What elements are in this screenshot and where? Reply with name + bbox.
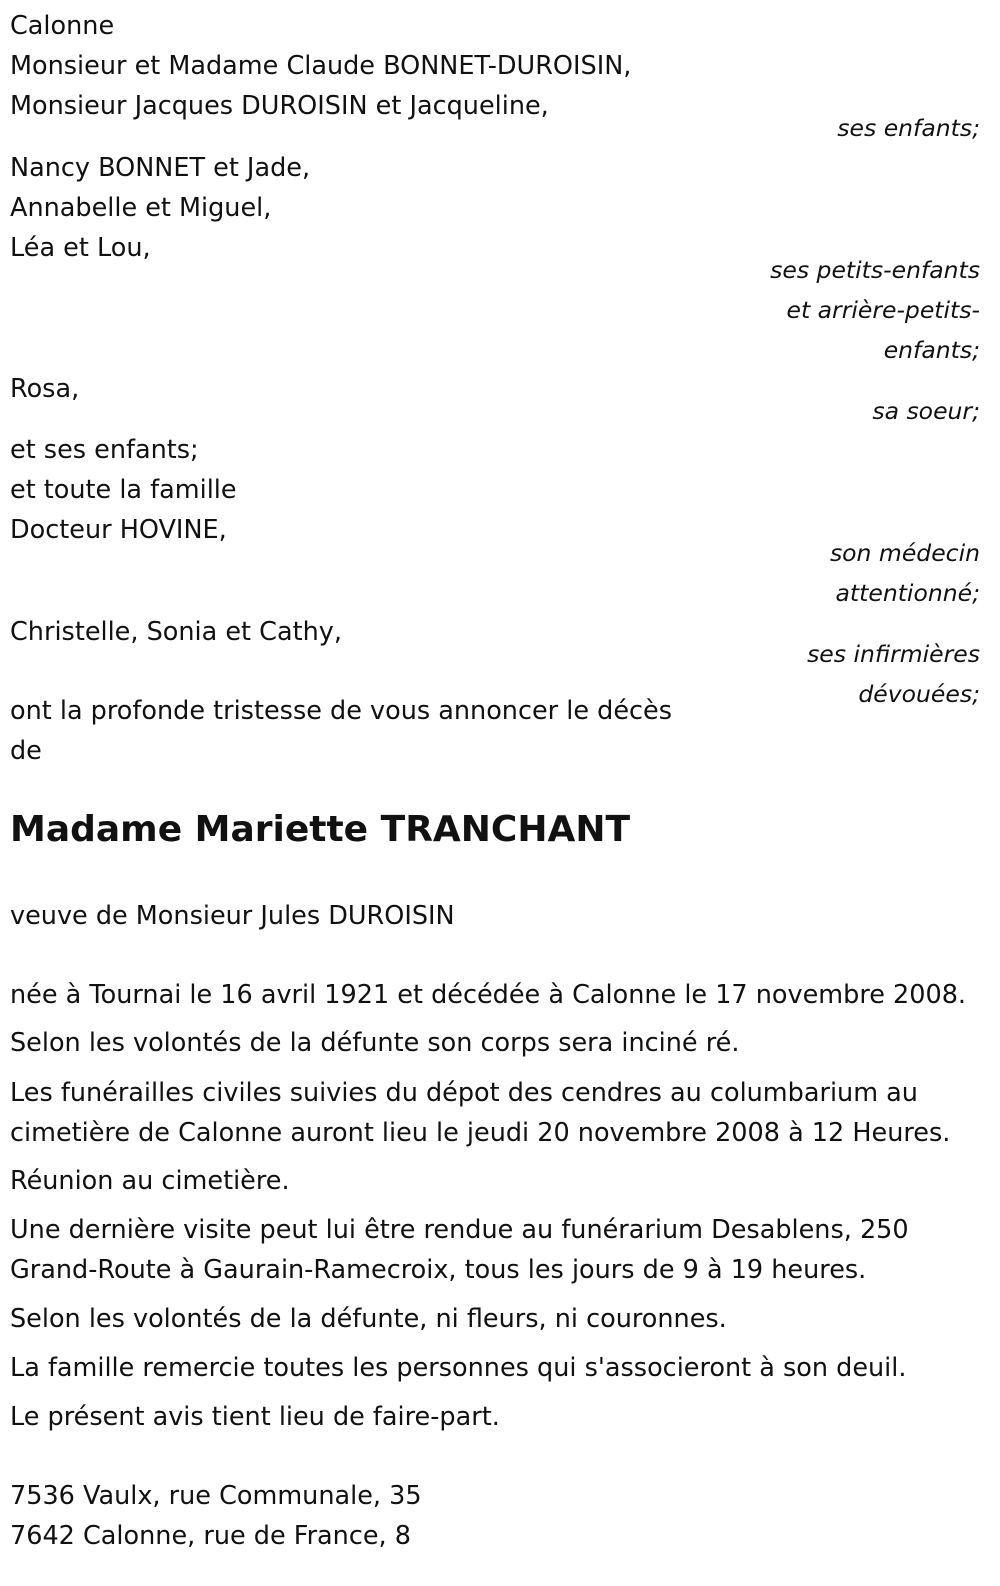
nurses-line: Christelle, Sonia et Cathy, <box>10 617 342 647</box>
family-line-2: et toute la famille <box>10 475 237 505</box>
nurses-role-line-1: ses infirmières <box>807 640 980 668</box>
grandchildren-line-1: Nancy BONNET et Jade, <box>10 153 311 183</box>
announcement-line-2: de <box>10 736 42 766</box>
grandchildren-role-line-2: et arrière-petits- <box>786 296 980 324</box>
detail-line-10: Le présent avis tient lieu de faire-part. <box>10 1402 500 1432</box>
doctor-role-line-2: attentionné; <box>835 579 980 607</box>
detail-line-7: Grand-Route à Gaurain-Ramecroix, tous les jours de 9 à 19 heures. <box>10 1255 867 1285</box>
announcement-line-1: ont la profonde tristesse de vous annoncer le décès <box>10 696 673 726</box>
grandchildren-role-line-1: ses petits-enfants <box>770 256 980 284</box>
address-line-2: 7642 Calonne, rue de France, 8 <box>10 1521 411 1551</box>
doctor-role-line-1: son médecin <box>829 539 980 567</box>
sister-line: Rosa, <box>10 374 80 404</box>
detail-line-8: Selon les volontés de la défunte, ni fleurs, ni couronnes. <box>10 1304 727 1334</box>
widow-of-line: veuve de Monsieur Jules DUROISIN <box>10 901 455 931</box>
family-line-1: et ses enfants; <box>10 435 199 465</box>
children-role: ses enfants; <box>837 114 980 142</box>
detail-line-1: née à Tournai le 16 avril 1921 et décédée à Calonne le 17 novembre 2008. <box>10 980 967 1010</box>
children-line-1: Monsieur et Madame Claude BONNET-DUROISIN, <box>10 51 632 81</box>
nurses-role-line-2: dévouées; <box>858 680 980 708</box>
detail-line-9: La famille remercie toutes les personnes qui s'associeront à son deuil. <box>10 1353 907 1383</box>
sister-role: sa soeur; <box>872 397 980 425</box>
children-line-2: Monsieur Jacques DUROISIN et Jacqueline, <box>10 91 549 121</box>
detail-line-6: Une dernière visite peut lui être rendue au funérarium Desablens, 250 <box>10 1215 909 1245</box>
detail-line-4: cimetière de Calonne auront lieu le jeudi 20 novembre 2008 à 12 Heures. <box>10 1118 951 1148</box>
address-line-1: 7536 Vaulx, rue Communale, 35 <box>10 1481 422 1511</box>
grandchildren-line-2: Annabelle et Miguel, <box>10 193 272 223</box>
detail-line-3: Les funérailles civiles suivies du dépot des cendres au columbarium au <box>10 1078 918 1108</box>
doctor-line: Docteur HOVINE, <box>10 515 227 545</box>
detail-line-5: Réunion au cimetière. <box>10 1166 290 1196</box>
detail-line-2: Selon les volontés de la défunte son corps sera inciné ré. <box>10 1028 740 1058</box>
grandchildren-role-line-3: enfants; <box>883 336 980 364</box>
grandchildren-line-3: Léa et Lou, <box>10 233 151 263</box>
place-line: Calonne <box>10 11 115 41</box>
deceased-name: Madame Mariette TRANCHANT <box>10 809 630 850</box>
